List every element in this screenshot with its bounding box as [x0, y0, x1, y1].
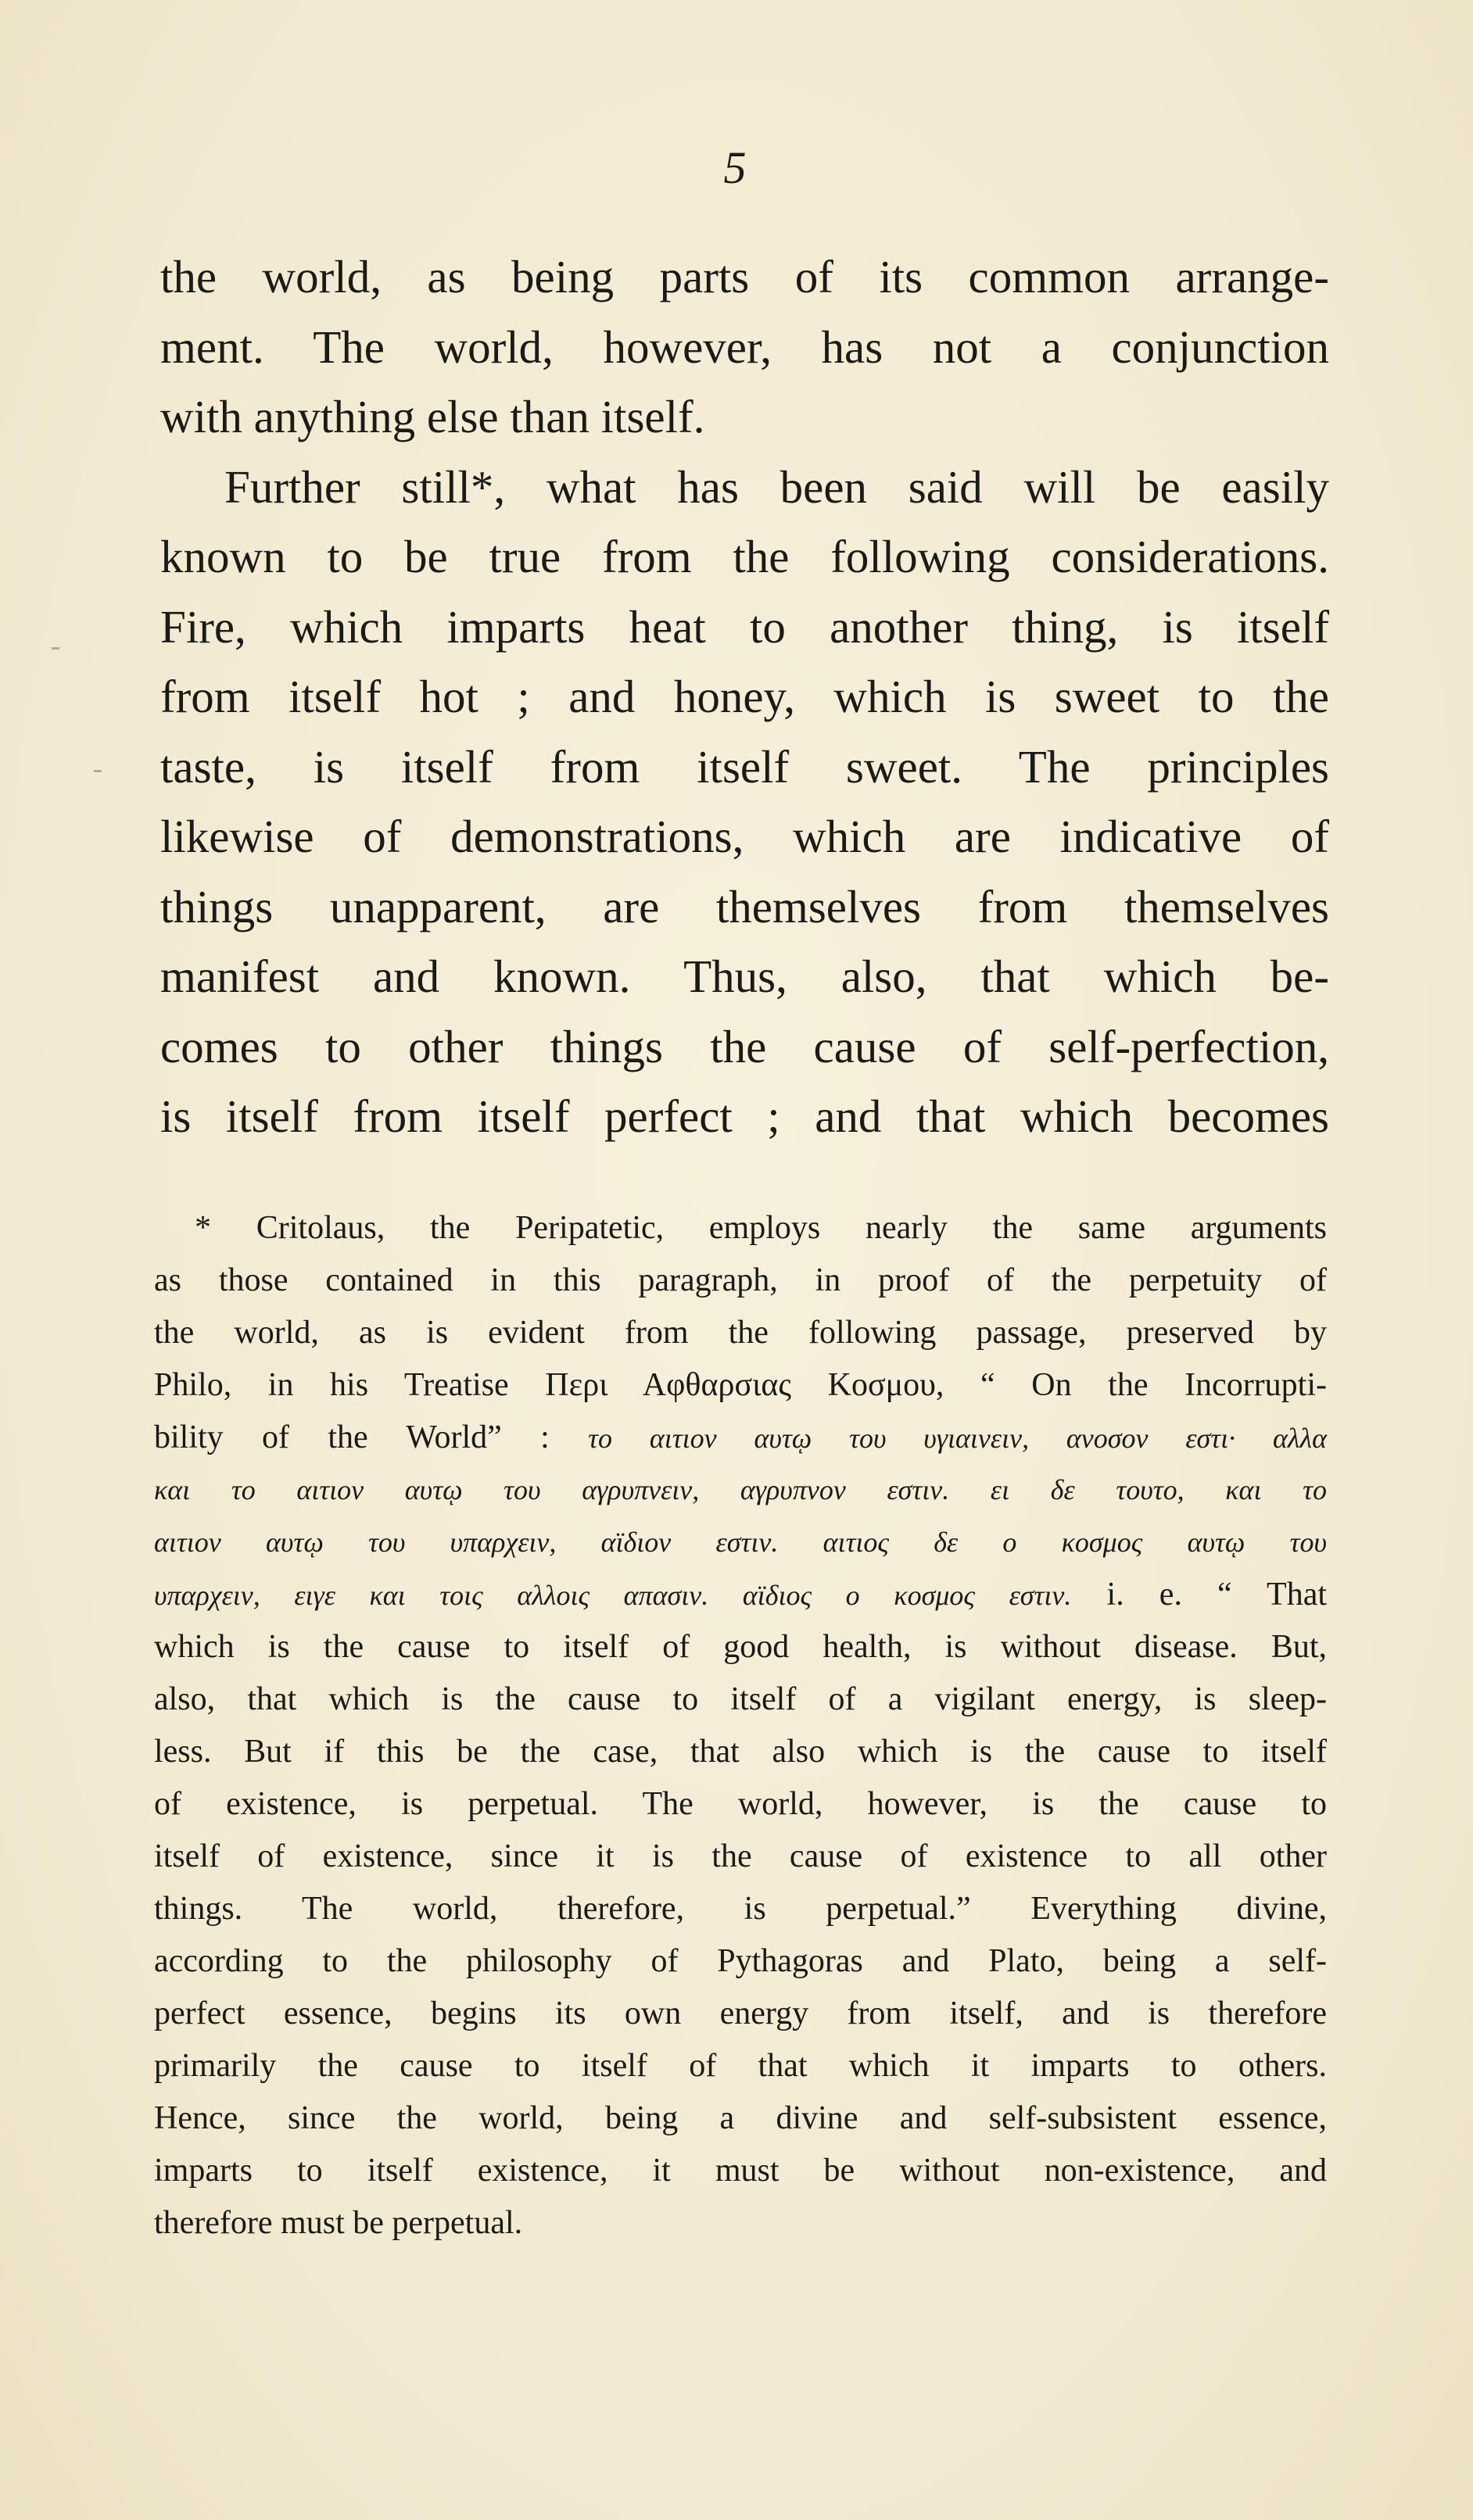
footnote-line: perfect essence, begins its own energy from itself, and is therefore: [154, 1996, 1327, 2031]
footnote-line: according to the philosophy of Pythagoras and Plato, being a self-: [154, 1943, 1327, 1979]
text-line: taste, is itself from itself sweet. The principles: [160, 740, 1329, 793]
footnote-line: Philo, in his Treatise Περι Αφθαρσιας Κοσμου, “ On the Incorrupti-: [154, 1367, 1327, 1403]
footnote-line-text: i. e. “ That: [1106, 1577, 1328, 1613]
main-paragraph: [160, 242, 1329, 1152]
text-line: things unapparent, are themselves from themselves: [160, 880, 1329, 932]
greek-quotation: υπαρχειν, ειγε και τοις αλλοις απασιν. αϊδιος ο κοσμος εστιν.: [154, 1580, 1072, 1611]
text-line: known to be true from the following considerations.: [160, 531, 1329, 582]
footnote-line: [154, 1569, 1327, 1621]
footnote-line-text: bility of the World” :: [154, 1419, 550, 1455]
text-line: Further still*, what has been said will be easily: [224, 460, 1329, 513]
footnote-line: Hence, since the world, being a divine and self-subsistent essence,: [154, 2100, 1327, 2136]
footnote-line: of existence, is perpetual. The world, however, is the cause to: [154, 1786, 1327, 1822]
footnote-line: therefore must be perpetual.: [154, 2205, 523, 2241]
footnote-line: things. The world, therefore, is perpetual.” Everything divine,: [154, 1891, 1327, 1927]
greek-quotation: και το αιτιον αυτῳ του αγρυπνειν, αγρυπνον εστιν. ει δε τουτο, και το: [154, 1474, 1327, 1505]
footnote-line: as those contained in this paragraph, in proof of the perpetuity of: [154, 1262, 1327, 1298]
text-line: comes to other things the cause of self-perfection,: [160, 1020, 1329, 1072]
greek-quotation: αιτιον αυτῳ του υπαρχειν, αϊδιον εστιν. αιτιος δε ο κοσμος αυτῳ του: [154, 1527, 1327, 1558]
footnote-line: which is the cause to itself of good health, is without disease. But,: [154, 1629, 1327, 1665]
greek-quotation: το αιτιον αυτῳ του υγιαινειν, ανοσον εστι· αλλα: [588, 1423, 1327, 1454]
footnote-line: less. But if this be the case, that also which is the cause to itself: [154, 1734, 1327, 1770]
text-line: from itself hot ; and honey, which is sweet to the: [160, 671, 1329, 722]
margin-mark: [94, 770, 102, 772]
text-line: the world, as being parts of its common arrange-: [160, 251, 1329, 302]
margin-mark: [52, 647, 59, 650]
footnote-line: primarily the cause to itself of that which it imparts to others.: [154, 2048, 1327, 2084]
text-line: with anything else than itself.: [160, 391, 705, 442]
text-line: Fire, which imparts heat to another thing, is itself: [160, 600, 1329, 653]
footnote: [154, 1202, 1327, 2250]
footnote-line: * Critolaus, the Peripatetic, employs nearly the same arguments: [195, 1210, 1327, 1246]
footnote-line: itself of existence, since it is the cause of existence to all other: [154, 1838, 1327, 1874]
page-number: 5: [723, 142, 747, 193]
footnote-line: also, that which is the cause to itself of a vigilant energy, is sleep-: [154, 1681, 1327, 1717]
text-line: ment. The world, however, has not a conjunction: [160, 320, 1329, 373]
footnote-line: imparts to itself existence, it must be without non-existence, and: [154, 2153, 1327, 2189]
text-line: likewise of demonstrations, which are indicative of: [160, 811, 1329, 862]
text-line: is itself from itself perfect ; and that which becomes: [160, 1090, 1329, 1142]
text-line: manifest and known. Thus, also, that which be-: [160, 950, 1329, 1002]
footnote-line: [154, 1412, 1327, 1464]
footnote-line: the world, as is evident from the following passage, preserved by: [154, 1315, 1327, 1351]
